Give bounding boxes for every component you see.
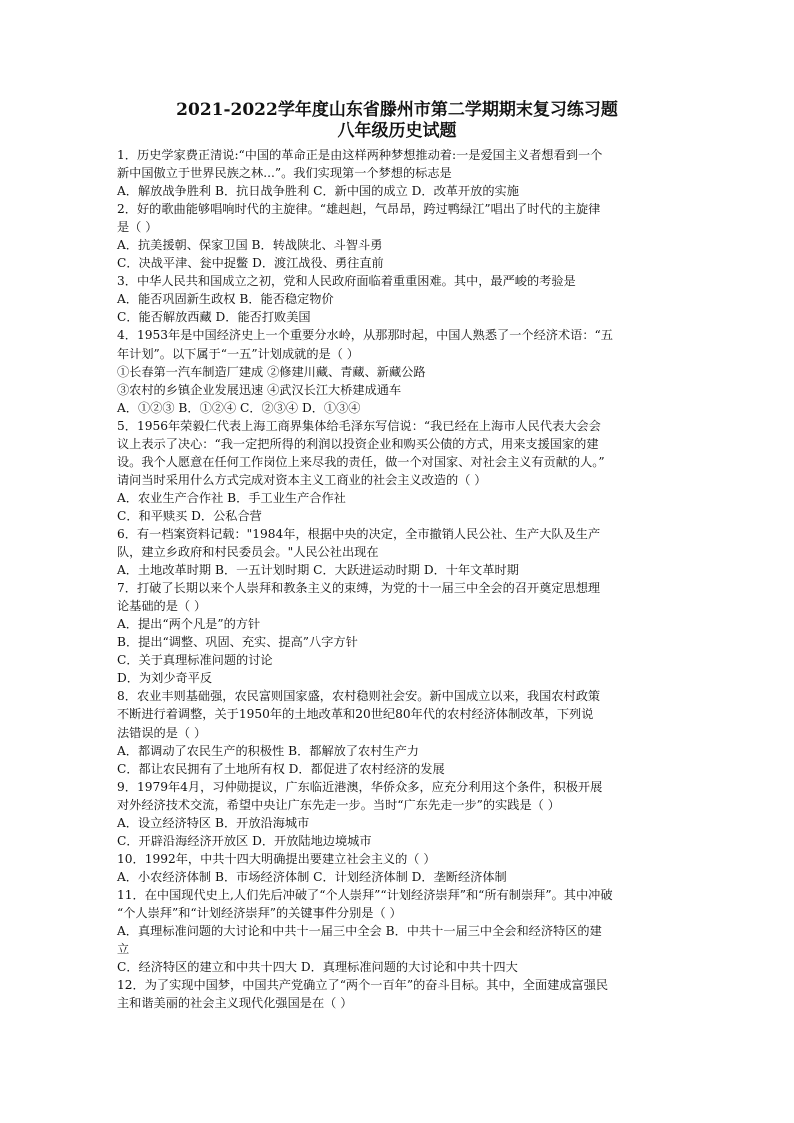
text-line: 年计划”。以下属于“一五”计划成就的是（ ） [117, 346, 359, 361]
text-line: C．能否解放西藏 D．能否打败美国 [117, 310, 311, 325]
text-line: 议上表示了决心：“我一定把所得的利润以投资企业和购买公债的方式，用来支援国家的建 [117, 436, 599, 451]
text-line: ③农村的乡镇企业发展迅速 ④武汉长江大桥建成通车 [117, 382, 402, 397]
text-line: 论基础的是（ ） [117, 599, 207, 614]
text-line: C．关于真理标准问题的讨论 [117, 653, 273, 668]
text-line: A．设立经济特区 B．开放沿海城市 [117, 815, 310, 830]
text-line: 10．1992年，中共十四大明确提出要建立社会主义的（ ） [117, 851, 436, 866]
text-line: 不断进行着调整，关于1950年的土地改革和20世纪80年代的农村经济体制改革，下列说 [117, 707, 594, 722]
text-line: C．和平赎买 D．公私合营 [117, 508, 262, 523]
text-line: 对外经济技术交流，希望中央让广东先走一步。当时“广东先走一步”的实践是（ ） [117, 797, 560, 812]
question-body [117, 146, 681, 1012]
text-line: 请问当时采用什么方式完成对资本主义工商业的社会主义改造的（ ） [117, 472, 487, 487]
text-line: 9．1979年4月，习仲勋提议，广东临近港澳，华侨众多，应充分利用这个条件，积极开展 [117, 779, 603, 794]
text-line: 8．农业丰则基础强，农民富则国家盛，农村稳则社会安。新中国成立以来，我国农村政策 [117, 689, 601, 704]
text-line: 是（ ） [117, 220, 158, 235]
text-line: D．为刘少奇平反 [117, 671, 213, 686]
title-block [0, 100, 794, 142]
text-line: A．农业生产合作社 B．手工业生产合作社 [117, 490, 346, 505]
text-line: 立 [117, 942, 130, 957]
text-line: ①长春第一汽车制造厂建成 ②修建川藏、青藏、新藏公路 [117, 364, 426, 379]
text-line: 7．打破了长期以来个人崇拜和教条主义的束缚，为党的十一届三中全会的召开奠定思想理 [117, 581, 601, 596]
text-line: 4．1953年是中国经济史上一个重要分水岭，从那那时起，中国人熟悉了一个经济术语：“五 [117, 328, 613, 343]
text-line: A．真理标准问题的大讨论和中共十一届三中全会 B．中共十一届三中全会和经济特区的建 [117, 924, 602, 939]
text-line: C．经济特区的建立和中共十四大 D．真理标准问题的大讨论和中共十四大 [117, 960, 518, 975]
text-line: 3．中华人民共和国成立之初，党和人民政府面临着重重困难。其中，最严峻的考验是 [117, 274, 576, 289]
text-line: 6．有一档案资料记载："1984年，根据中央的决定，全市撤销人民公社、生产大队及生产 [117, 526, 601, 541]
text-line: 11．在中国现代史上,人们先后冲破了“个人崇拜”“计划经济崇拜”和“所有制崇拜”。其中冲破 [117, 887, 613, 902]
text-line: 5．1956年荣毅仁代表上海工商界集体给毛泽东写信说：“我已经在上海市人民代表大会会 [117, 418, 601, 433]
text-line: C．都让农民拥有了土地所有权 D．都促进了农村经济的发展 [117, 761, 445, 776]
text-line: C．决战平津、瓮中捉鳖 D．渡江战役、勇往直前 [117, 256, 384, 271]
text-line: 2．好的歌曲能够唱响时代的主旋律。“雄赳赳，气昂昂，跨过鸭绿江”唱出了时代的主旋律 [117, 202, 601, 217]
text-line: A．①②③ B．①②④ C．②③④ D．①③④ [117, 400, 361, 415]
text-line: A．解放战争胜利 B．抗日战争胜利 C．新中国的成立 D．改革开放的实施 [117, 184, 519, 199]
exam-subtitle: 八年级历史试题 [337, 121, 457, 141]
text-line: A．能否巩固新生政权 B．能否稳定物价 [117, 292, 334, 307]
text-line: A．提出“两个凡是”的方针 [117, 617, 261, 632]
text-line: 12．为了实现中国梦，中国共产党确立了“两个一百年”的奋斗目标。其中，全面建成富强民 [117, 978, 609, 993]
text-line: A．土地改革时期 B．一五计划时期 C．大跃进运动时期 D．十年文革时期 [117, 563, 519, 578]
text-line: 1．历史学家费正清说:“中国的革命正是由这样两种梦想推动着:一是爱国主义者想看到一个 [117, 148, 603, 162]
text-line: “个人崇拜”和“计划经济崇拜”的关键事件分别是（ ） [117, 905, 402, 920]
text-line: 设。我个人愿意在任何工作岗位上来尽我的责任，做一个对国家、对社会主义有贡献的人。” [117, 454, 605, 469]
text-line: 新中国傲立于世界民族之林...”。我们实现第一个梦想的标志是 [117, 166, 452, 181]
text-line: 法错误的是（ ） [117, 725, 207, 740]
text-line: 主和谐美丽的社会主义现代化强国是在（ ） [117, 996, 353, 1011]
text-line: 队，建立乡政府和村民委员会。"人民公社出现在 [117, 545, 379, 560]
text-line: A．小农经济体制 B．市场经济体制 C．计划经济体制 D．垄断经济体制 [117, 869, 507, 884]
text-line: B．提出“调整、巩固、充实、提高”八字方针 [117, 635, 358, 650]
text-line: A．抗美援朝、保家卫国 B．转战陕北、斗智斗勇 [117, 238, 383, 253]
exam-title: 2021-2022学年度山东省滕州市第二学期期末复习练习题 [176, 100, 618, 120]
text-line: A．都调动了农民生产的积极性 B．都解放了农村生产力 [117, 743, 419, 758]
text-line: C．开辟沿海经济开放区 D．开放陆地边境城市 [117, 833, 372, 848]
